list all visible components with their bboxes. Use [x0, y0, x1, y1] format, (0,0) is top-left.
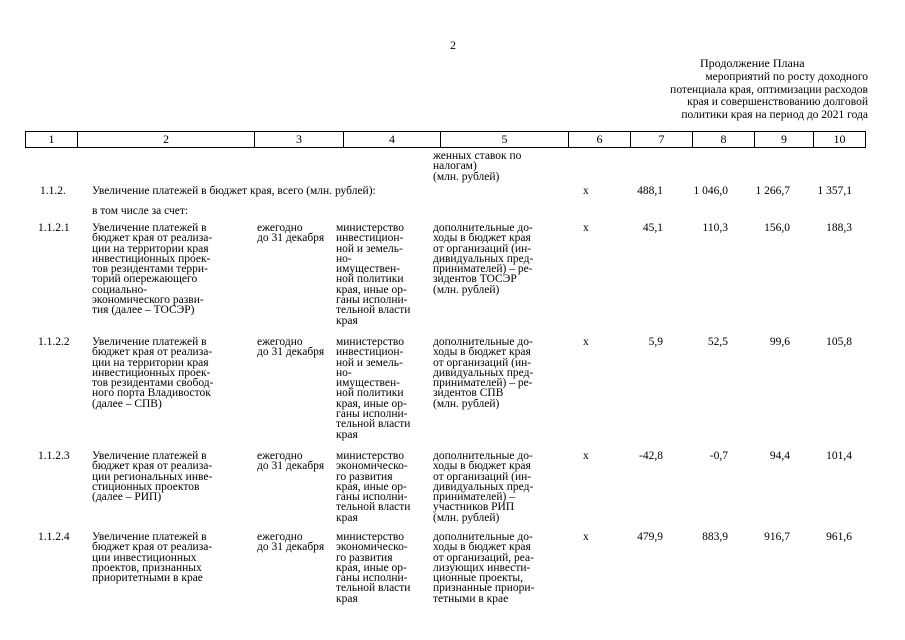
row-deadline-line: до 31 декабря [257, 460, 325, 473]
row-description-line: Увеличение платежей в [92, 336, 207, 348]
row-indicator-line: дивидуальных пред- [433, 480, 534, 493]
row-responsible-line: тельной власти [336, 304, 411, 317]
row-responsible-line: экономическо- [336, 541, 408, 554]
column-number-8: 8 [693, 132, 755, 148]
plan-title-line: политики края на период до 2021 года [681, 108, 868, 121]
value-v7: 488,1 [637, 185, 663, 197]
row-responsible [336, 223, 410, 326]
col6-x: x [583, 450, 589, 462]
row-number: 1.1.2. [40, 185, 66, 197]
value-v10: 188,3 [826, 222, 852, 234]
row-indicator-line: (млн. рублей) [433, 397, 500, 410]
row-indicator-line: дополнительные до- [433, 450, 533, 462]
plan-title-line: края и совершенствованию долговой [687, 96, 868, 109]
row-description-line: ции региональных инве- [92, 470, 213, 483]
value-v10: 105,8 [826, 336, 852, 348]
col6-x: x [583, 531, 589, 543]
row-responsible-line: го развития [336, 551, 393, 564]
row-indicator-line: тетными в крае [433, 592, 509, 605]
value-v8: 52,5 [707, 336, 728, 348]
value-v8: 883,9 [702, 531, 728, 543]
row-responsible [336, 532, 410, 604]
value-v9: 916,7 [764, 531, 790, 543]
row-indicator-line: принимателей) – [433, 491, 515, 504]
value-v8: 1 046,0 [693, 185, 728, 197]
row-responsible [336, 451, 410, 523]
row-deadline-line: ежегодно [257, 222, 303, 234]
row-indicator-line: дивидуальных пред- [433, 252, 534, 265]
row-deadline [257, 337, 324, 358]
row-description-line: ции на территории края [92, 356, 209, 369]
row-description-line: проектов, признанных [92, 561, 202, 574]
row-deadline-line: ежегодно [257, 531, 303, 543]
row-indicator-line: ционные проекты, [433, 572, 524, 585]
row-responsible-line: министерство [336, 450, 404, 462]
row-description-line: экономического разви- [92, 294, 204, 307]
value-v7: -42,8 [639, 450, 663, 462]
column-number-1: 1 [26, 132, 78, 148]
row-indicator-line: участников РИП [433, 501, 515, 514]
row-responsible-line: края, иные ор- [336, 283, 407, 296]
row-description-line: ции на территории края [92, 242, 209, 255]
row-description-line: ного порта Владивосток [92, 387, 211, 400]
row-responsible-line: края [336, 511, 358, 524]
row-responsible-line: министерство [336, 222, 404, 234]
carryover-col5-line: (млн. рублей) [433, 170, 500, 183]
row-indicator-line: (млн. рублей) [433, 283, 500, 296]
row-indicator-line: от организаций (ин- [433, 356, 532, 369]
row-responsible-line: края [336, 428, 358, 441]
column-number-9: 9 [755, 132, 814, 148]
row-description [92, 451, 212, 502]
column-number-3: 3 [255, 132, 344, 148]
row-description-line: инвестиционных проек- [92, 366, 211, 379]
row-responsible-line: ганы исполни- [336, 491, 408, 504]
row-indicator [433, 223, 533, 295]
value-v7: 479,9 [637, 531, 663, 543]
row-number: 1.1.2.3 [38, 450, 70, 462]
row-description-line: бюджет края от реализа- [92, 541, 213, 554]
row-indicator-line: дивидуальных пред- [433, 366, 534, 379]
row-responsible-line: ганы исполни- [336, 408, 408, 421]
row-indicator-line: принимателей) – ре- [433, 377, 533, 390]
row-deadline-line: до 31 декабря [257, 346, 325, 359]
row-number: 1.1.2.1 [38, 222, 70, 234]
column-number-4: 4 [344, 132, 441, 148]
row-title: Увеличение платежей в бюджет края, всего (млн. рублей): [92, 185, 376, 197]
plan-title [636, 71, 868, 121]
row-responsible-line: края, иные ор- [336, 397, 407, 410]
value-v9: 156,0 [764, 222, 790, 234]
row-description-line: социально- [92, 283, 148, 296]
row-responsible-line: ганы исполни- [336, 294, 408, 307]
row-description [92, 532, 212, 583]
row-indicator-line: дополнительные до- [433, 531, 533, 543]
value-v8: -0,7 [709, 450, 728, 462]
plan-title-line: потенциала края, оптимизации расходов [670, 83, 868, 96]
row-indicator-line: зидентов СПВ [433, 387, 504, 400]
row-responsible-line: но- [336, 252, 352, 265]
value-v9: 94,4 [769, 450, 790, 462]
column-number-6: 6 [569, 132, 631, 148]
row-number: 1.1.2.2 [38, 336, 70, 348]
row-indicator-line: принимателей) – ре- [433, 263, 533, 276]
row-responsible-line: министерство [336, 336, 404, 348]
including-label: в том числе за счет: [92, 205, 189, 217]
column-number-5: 5 [441, 132, 569, 148]
row-deadline-line: ежегодно [257, 450, 303, 462]
row-deadline-line: до 31 декабря [257, 541, 325, 554]
row-responsible-line: края, иные ор- [336, 480, 407, 493]
row-responsible-line: имуществен- [336, 377, 401, 390]
col6-x: x [583, 336, 589, 348]
row-description-line: (далее – РИП) [92, 491, 162, 504]
row-responsible-line: ной политики [336, 387, 404, 400]
row-indicator-line: ходы в бюджет края [433, 460, 531, 473]
column-number-2: 2 [78, 132, 255, 148]
row-responsible-line: инвестицион- [336, 232, 404, 245]
row-description-line: стиционных проектов [92, 480, 200, 493]
value-v9: 1 266,7 [755, 185, 790, 197]
row-responsible-line: министерство [336, 531, 404, 543]
row-indicator-line: (млн. рублей) [433, 511, 500, 524]
row-description-line: тов резидентами терри- [92, 263, 208, 276]
continuation-label: Продолжение Плана [700, 56, 805, 70]
row-indicator-line: от организаций (ин- [433, 242, 532, 255]
row-indicator-line: от организаций, реа- [433, 551, 534, 564]
row-description-line: бюджет края от реализа- [92, 460, 213, 473]
column-number-header [25, 131, 866, 148]
row-description [92, 337, 213, 409]
row-indicator [433, 532, 534, 604]
row-responsible-line: ганы исполни- [336, 572, 408, 585]
row-description-line: тов резидентами свобод- [92, 377, 214, 390]
row-responsible [336, 337, 410, 440]
row-description-line: ции инвестиционных [92, 551, 197, 564]
row-deadline [257, 532, 324, 553]
row-indicator-line: лизующих инвести- [433, 561, 531, 574]
row-description-line: бюджет края от реализа- [92, 346, 213, 359]
row-description-line: Увеличение платежей в [92, 531, 207, 543]
row-responsible-line: края [336, 314, 358, 327]
row-responsible-line: тельной власти [336, 582, 411, 595]
value-v7: 45,1 [642, 222, 663, 234]
value-v10: 961,6 [826, 531, 852, 543]
row-description-line: инвестиционных проек- [92, 252, 211, 265]
row-description-line: торий опережающего [92, 273, 198, 286]
value-v9: 99,6 [769, 336, 790, 348]
value-v10: 101,4 [826, 450, 852, 462]
row-responsible-line: но- [336, 366, 352, 379]
row-responsible-line: края [336, 592, 358, 605]
col6-x: x [583, 185, 589, 197]
row-indicator-line: ходы в бюджет края [433, 346, 531, 359]
row-indicator-line: от организаций (ин- [433, 470, 532, 483]
row-responsible-line: ной и земель- [336, 242, 403, 255]
row-responsible-line: экономическо- [336, 460, 408, 473]
value-v10: 1 357,1 [817, 185, 852, 197]
row-responsible-line: тельной власти [336, 418, 411, 431]
carryover-col5-line: налогам) [433, 160, 477, 173]
row-responsible-line: го развития [336, 470, 393, 483]
row-indicator-line: признанные приори- [433, 582, 535, 595]
col6-x: x [583, 222, 589, 234]
row-description-line: Увеличение платежей в [92, 450, 207, 462]
value-v8: 110,3 [702, 222, 728, 234]
row-description-line: Увеличение платежей в [92, 222, 207, 234]
row-responsible-line: ной политики [336, 273, 404, 286]
row-responsible-line: ной и земель- [336, 356, 403, 369]
carryover-col5-line: женных ставок по [433, 150, 522, 162]
row-description-line: тия (далее – ТОСЭР) [92, 304, 195, 317]
row-description-line: (далее – СПВ) [92, 397, 162, 410]
row-responsible-line: тельной власти [336, 501, 411, 514]
row-responsible-line: инвестицион- [336, 346, 404, 359]
row-deadline-line: ежегодно [257, 336, 303, 348]
row-indicator-line: дополнительные до- [433, 336, 533, 348]
column-number-10: 10 [814, 132, 866, 148]
page-number: 2 [450, 38, 456, 52]
row-description-line: бюджет края от реализа- [92, 232, 213, 245]
row-responsible-line: края, иные ор- [336, 561, 407, 574]
row-description-line: приоритетными в крае [92, 572, 203, 585]
row-deadline [257, 223, 324, 244]
row-description [92, 223, 212, 316]
row-deadline [257, 451, 324, 472]
row-deadline-line: до 31 декабря [257, 232, 325, 245]
column-number-7: 7 [631, 132, 693, 148]
row-indicator-line: дополнительные до- [433, 222, 533, 234]
value-v7: 5,9 [648, 336, 663, 348]
row-indicator [433, 451, 533, 523]
row-number: 1.1.2.4 [38, 531, 70, 543]
row-indicator-line: ходы в бюджет края [433, 232, 531, 245]
carryover-col5 [433, 151, 521, 182]
row-indicator-line: зидентов ТОСЭР [433, 273, 517, 286]
row-indicator-line: ходы в бюджет края [433, 541, 531, 554]
row-responsible-line: имуществен- [336, 263, 401, 276]
plan-title-line: мероприятий по росту доходного [705, 71, 868, 83]
row-indicator [433, 337, 533, 409]
